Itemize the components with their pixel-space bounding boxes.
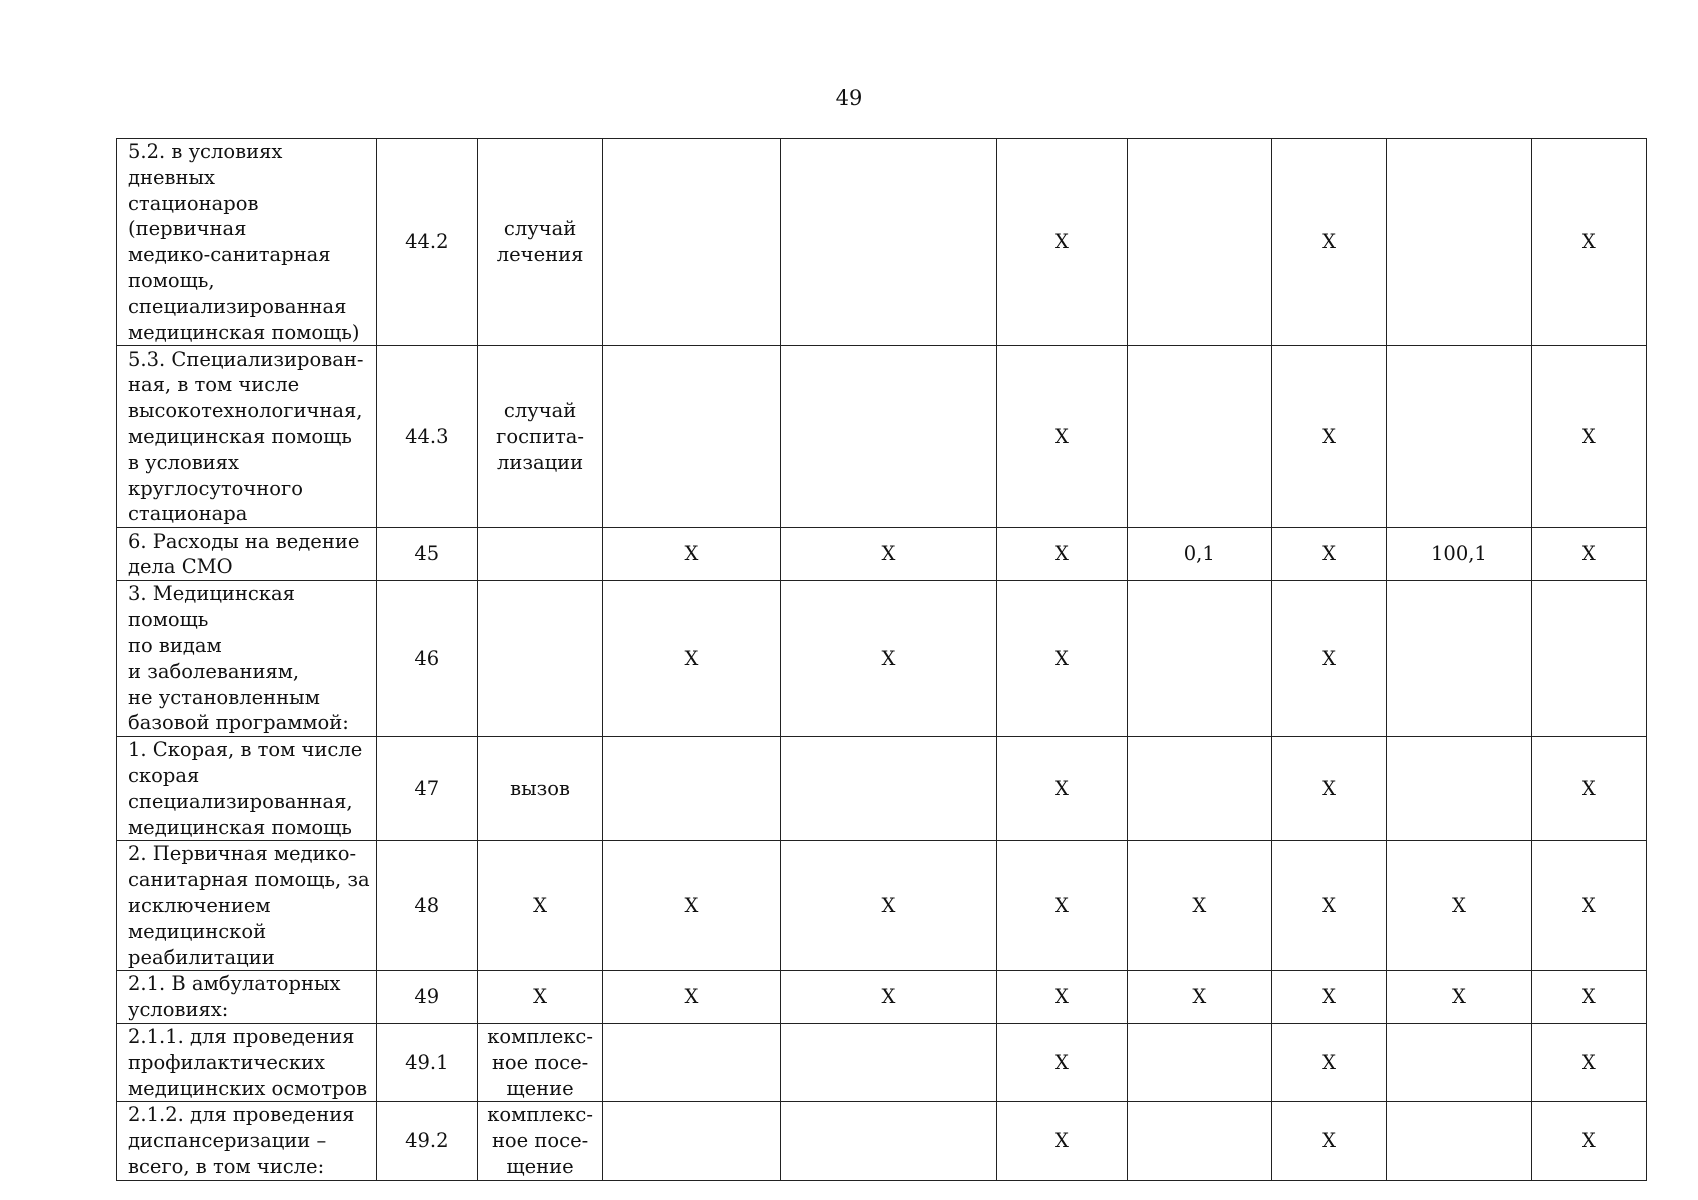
value-cell — [1127, 1023, 1271, 1101]
row-unit-line: щение — [506, 1154, 574, 1178]
table-row — [117, 1023, 1647, 1101]
row-name-cell — [117, 139, 377, 346]
row-unit-cell — [477, 971, 602, 1024]
row-name-line: дела СМО — [128, 555, 233, 579]
value-cell — [1387, 346, 1531, 528]
row-code-cell: 45 — [376, 528, 477, 581]
row-unit-line: случай — [503, 217, 577, 241]
table-row — [117, 139, 1647, 346]
value-cell — [780, 1023, 997, 1101]
row-name-line: высокотехнологичная, — [128, 399, 363, 423]
value-cell: X — [997, 581, 1127, 737]
value-cell — [1387, 737, 1531, 841]
row-name-line: 2.1. В амбулаторных — [128, 972, 341, 996]
row-name-cell — [117, 971, 377, 1024]
row-name-line: медицинской — [128, 919, 267, 943]
table-row — [117, 581, 1647, 737]
row-unit-line: лизации — [496, 450, 584, 474]
row-name-cell — [117, 528, 377, 581]
row-name-line: профилактических — [128, 1050, 325, 1074]
row-code-cell: 49.2 — [376, 1102, 477, 1180]
row-unit-line: ное посе- — [491, 1050, 589, 1074]
row-name-cell — [117, 737, 377, 841]
value-cell — [1127, 581, 1271, 737]
row-name-line: скорая — [128, 763, 200, 787]
value-cell: X — [1531, 528, 1646, 581]
value-cell — [1387, 581, 1531, 737]
row-name-line: всего, в том числе: — [128, 1154, 325, 1178]
row-name-line: медико-санитарная — [128, 243, 331, 267]
row-name-cell — [117, 1102, 377, 1180]
row-code-cell: 44.3 — [376, 346, 477, 528]
row-unit-cell — [477, 346, 602, 528]
value-cell: X — [997, 1102, 1127, 1180]
value-cell: X — [997, 346, 1127, 528]
table-row — [117, 346, 1647, 528]
row-name-line: круглосуточного — [128, 476, 303, 500]
value-cell: 0,1 — [1127, 528, 1271, 581]
row-name-line: стационара — [128, 502, 248, 526]
value-cell — [603, 139, 780, 346]
value-cell: X — [1271, 139, 1386, 346]
page-number: 49 — [835, 86, 863, 110]
row-name-line: 5.3. Специализирован- — [128, 347, 364, 371]
row-name-line: медицинская помощь) — [128, 320, 360, 344]
value-cell: X — [997, 971, 1127, 1024]
row-name-line: помощь, — [128, 268, 215, 292]
row-name-line: по видам — [128, 633, 222, 657]
row-name-cell — [117, 346, 377, 528]
row-unit-cell — [477, 1102, 602, 1180]
value-cell: X — [1387, 971, 1531, 1024]
value-cell — [1387, 139, 1531, 346]
value-cell: X — [1271, 1102, 1386, 1180]
value-cell: X — [997, 841, 1127, 971]
value-cell: X — [1531, 1023, 1646, 1101]
row-name-cell — [117, 841, 377, 971]
row-name-line: реабилитации — [128, 945, 275, 969]
data-table — [116, 138, 1647, 1181]
row-name-cell — [117, 581, 377, 737]
row-name-line: 6. Расходы на ведение — [128, 529, 360, 553]
value-cell: X — [780, 528, 997, 581]
row-unit-line: X — [533, 985, 548, 1009]
row-name-line: медицинских осмотров — [128, 1076, 368, 1100]
value-cell: X — [780, 841, 997, 971]
value-cell: X — [1531, 1102, 1646, 1180]
row-unit-line: щение — [506, 1076, 574, 1100]
row-name-line: 3. Медицинская помощь — [128, 582, 295, 632]
row-unit-line: комплекс- — [487, 1024, 593, 1048]
row-unit-cell — [477, 581, 602, 737]
row-name-line: и заболеваниям, — [128, 659, 300, 683]
row-name-line: медицинская помощь — [128, 815, 352, 839]
value-cell: X — [997, 737, 1127, 841]
value-cell — [780, 737, 997, 841]
row-name-line: не установленным — [128, 685, 320, 709]
value-cell: X — [997, 528, 1127, 581]
value-cell: X — [1531, 841, 1646, 971]
row-name-cell — [117, 1023, 377, 1101]
value-cell: X — [603, 528, 780, 581]
row-name-line: 5.2. в условиях дневных — [128, 140, 283, 189]
value-cell: X — [1271, 346, 1386, 528]
value-cell: X — [1271, 841, 1386, 971]
row-unit-line: X — [533, 893, 548, 917]
row-name-line: 2.1.2. для проведения — [128, 1103, 355, 1127]
value-cell — [1387, 1023, 1531, 1101]
row-name-line: 2. Первичная медико- — [128, 842, 357, 866]
value-cell: X — [1271, 581, 1386, 737]
value-cell — [780, 139, 997, 346]
row-name-line: стационаров (первичная — [128, 191, 259, 241]
row-name-line: медицинская помощь — [128, 424, 352, 448]
row-unit-line: госпита- — [496, 424, 585, 448]
row-code-cell: 46 — [376, 581, 477, 737]
value-cell: 100,1 — [1387, 528, 1531, 581]
row-unit-cell — [477, 528, 602, 581]
value-cell — [1127, 737, 1271, 841]
table-row — [117, 1102, 1647, 1180]
row-unit-line: случай — [503, 399, 577, 423]
value-cell: X — [603, 971, 780, 1024]
row-name-line: в условиях — [128, 450, 239, 474]
row-name-line: базовой программой: — [128, 711, 349, 735]
row-name-line: ная, в том числе — [128, 373, 300, 397]
row-unit-line: комплекс- — [487, 1103, 593, 1127]
row-unit-cell — [477, 841, 602, 971]
row-name-line: специализированная, — [128, 789, 353, 813]
value-cell — [1531, 581, 1646, 737]
value-cell: X — [1271, 1023, 1386, 1101]
row-unit-line: вызов — [510, 776, 570, 800]
row-name-line: санитарная помощь, за — [128, 868, 370, 892]
value-cell — [780, 346, 997, 528]
value-cell: X — [603, 841, 780, 971]
value-cell — [603, 737, 780, 841]
value-cell: X — [1531, 346, 1646, 528]
row-name-line: диспансеризации – — [128, 1129, 327, 1153]
value-cell: X — [1271, 737, 1386, 841]
row-code-cell: 49.1 — [376, 1023, 477, 1101]
value-cell — [780, 1102, 997, 1180]
value-cell: X — [780, 581, 997, 737]
row-unit-cell — [477, 139, 602, 346]
row-name-line: специализированная — [128, 294, 347, 318]
row-name-line: исключением — [128, 893, 271, 917]
value-cell: X — [1531, 737, 1646, 841]
table-row — [117, 971, 1647, 1024]
value-cell — [603, 1102, 780, 1180]
value-cell: X — [1127, 971, 1271, 1024]
value-cell — [603, 1023, 780, 1101]
row-unit-cell — [477, 737, 602, 841]
row-unit-cell — [477, 1023, 602, 1101]
value-cell — [1387, 1102, 1531, 1180]
row-code-cell: 48 — [376, 841, 477, 971]
value-cell — [1127, 346, 1271, 528]
value-cell: X — [997, 139, 1127, 346]
row-unit-line: лечения — [496, 243, 584, 267]
value-cell — [1127, 139, 1271, 346]
value-cell: X — [997, 1023, 1127, 1101]
row-code-cell: 44.2 — [376, 139, 477, 346]
row-code-cell: 47 — [376, 737, 477, 841]
value-cell: X — [1271, 528, 1386, 581]
value-cell: X — [1127, 841, 1271, 971]
value-cell: X — [1271, 971, 1386, 1024]
value-cell — [1127, 1102, 1271, 1180]
table-row — [117, 528, 1647, 581]
table-row — [117, 841, 1647, 971]
row-code-cell: 49 — [376, 971, 477, 1024]
value-cell: X — [1387, 841, 1531, 971]
row-name-line: условиях: — [128, 998, 229, 1022]
value-cell: X — [1531, 139, 1646, 346]
value-cell: X — [1531, 971, 1646, 1024]
table-body — [117, 139, 1647, 1181]
row-name-line: 1. Скорая, в том числе — [128, 738, 363, 762]
value-cell — [603, 346, 780, 528]
value-cell: X — [780, 971, 997, 1024]
row-name-line: 2.1.1. для проведения — [128, 1024, 355, 1048]
row-unit-line: ное посе- — [491, 1129, 589, 1153]
value-cell: X — [603, 581, 780, 737]
table-row — [117, 737, 1647, 841]
